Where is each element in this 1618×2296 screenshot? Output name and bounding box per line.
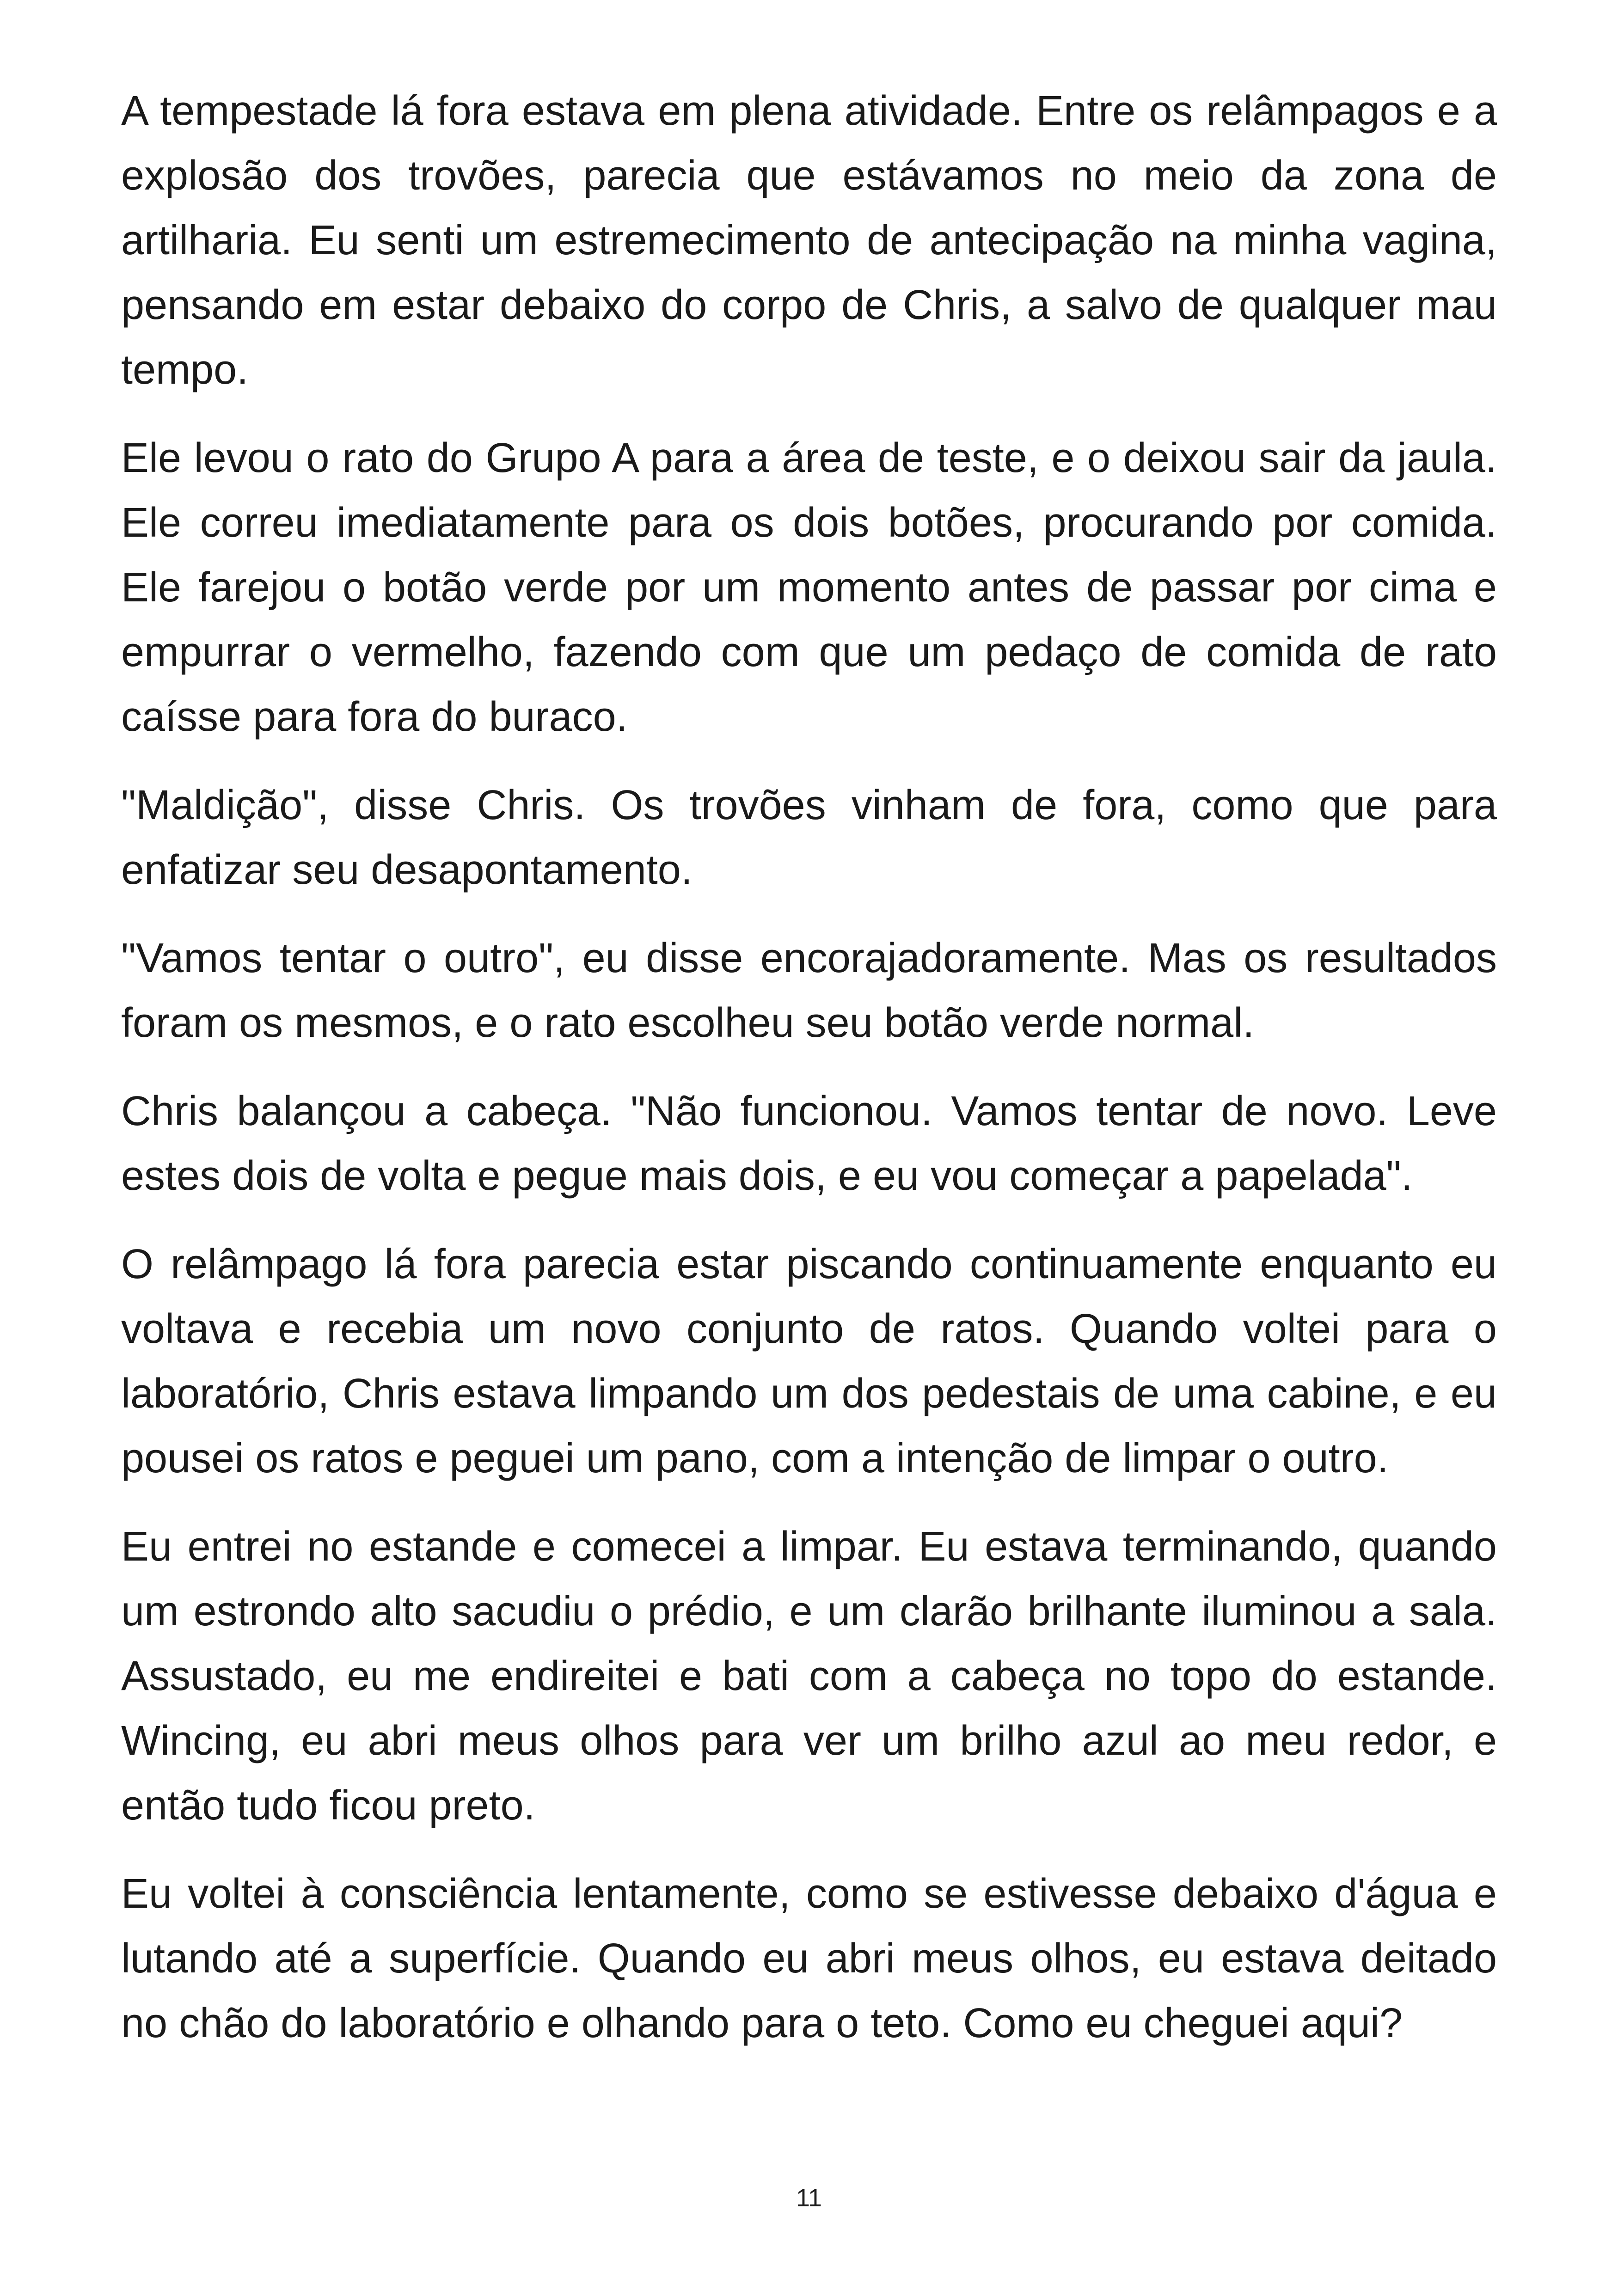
page-number: 11 <box>796 2184 822 2212</box>
paragraph: Eu voltei à consciência lentamente, como se estivesse debaixo d'água e lutando até a superfície. Quando eu abri meus olhos, eu estava deitado no chão do laboratório e olhando para o teto. Como eu cheguei aqui? <box>121 1871 1497 2046</box>
paragraph: Ele levou o rato do Grupo A para a área de teste, e o deixou sair da jaula. Ele correu imediatamente para os dois botões, procurando por comida. Ele farejou o botão verde por um momento antes de passar por cima e empurrar o vermelho, fazendo com que um pedaço de comida de rato caísse para fora do buraco. <box>121 435 1497 740</box>
paragraph: Chris balançou a cabeça. "Não funcionou. Vamos tentar de novo. Leve estes dois de volta e pegue mais dois, e eu vou começar a papelada". <box>121 1088 1497 1199</box>
paragraph: A tempestade lá fora estava em plena atividade. Entre os relâmpagos e a explosão dos trovões, parecia que estávamos no meio da zona de artilharia. Eu senti um estremecimento de antecipação na minha vagina, pensando em estar debaixo do corpo de Chris, a salvo de qualquer mau tempo. <box>121 88 1497 393</box>
body-text <box>121 79 1497 2079</box>
paragraph: "Maldição", disse Chris. Os trovões vinham de fora, como que para enfatizar seu desapontamento. <box>121 782 1497 893</box>
paragraph: Eu entrei no estande e comecei a limpar. Eu estava terminando, quando um estrondo alto sacudiu o prédio, e um clarão brilhante iluminou a sala. Assustado, eu me endireitei e bati com a cabeça no topo do estande. Wincing, eu abri meus olhos para ver um brilho azul ao meu redor, e então tudo ficou preto. <box>121 1524 1497 1829</box>
paragraph: "Vamos tentar o outro", eu disse encorajadoramente. Mas os resultados foram os mesmos, e o rato escolheu seu botão verde normal. <box>121 935 1497 1046</box>
paragraph: O relâmpago lá fora parecia estar piscando continuamente enquanto eu voltava e recebia um novo conjunto de ratos. Quando voltei para o laboratório, Chris estava limpando um dos pedestais de uma cabine, e eu pousei os ratos e peguei um pano, com a intenção de limpar o outro. <box>121 1241 1497 1482</box>
